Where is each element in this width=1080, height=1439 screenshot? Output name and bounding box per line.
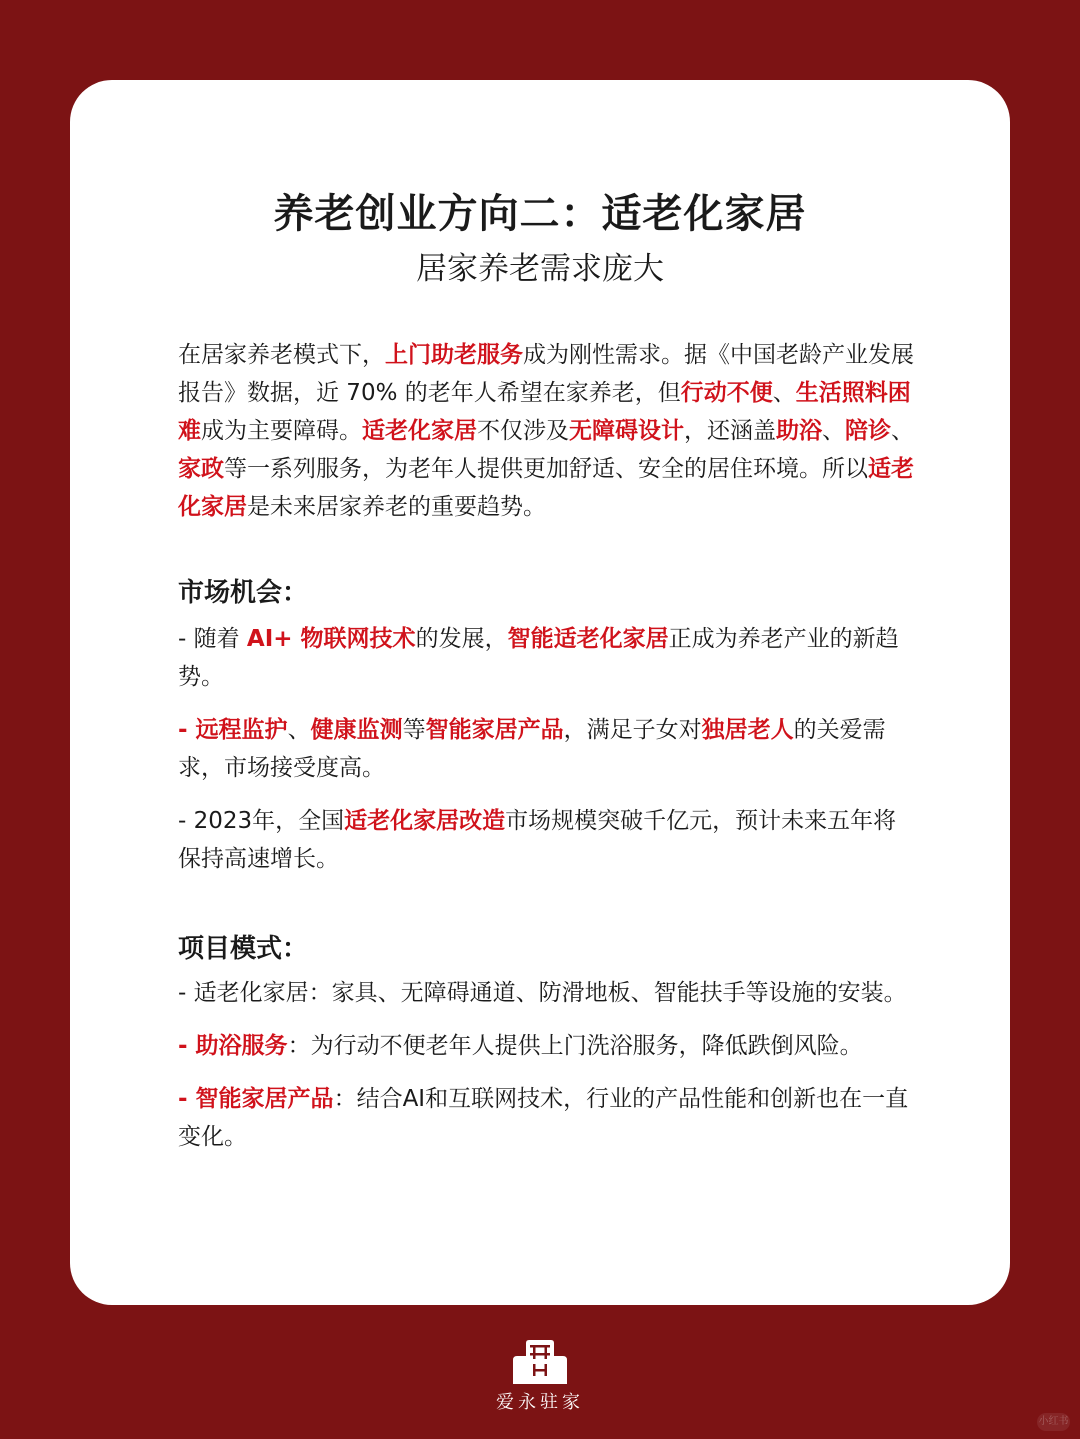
article-body: [178, 336, 918, 1171]
market-bullet: [178, 802, 918, 878]
body-text: - 2023年，全国: [178, 808, 345, 834]
body-text: 、: [287, 717, 311, 743]
body-text: 等一系列服务，为老年人提供更加舒适、安全的居住环境。所以: [224, 456, 868, 482]
highlight-text: 陪诊: [845, 418, 891, 444]
body-text: ：为行动不便老年人提供上门洗浴服务，降低跌倒风险。: [287, 1033, 863, 1059]
highlight-text: 适老化家居: [362, 418, 477, 444]
highlight-text: 适老化家居改造: [344, 808, 506, 834]
highlight-text: 助浴: [776, 418, 822, 444]
highlight-text: 家政: [178, 456, 224, 482]
market-bullet: [178, 620, 918, 696]
body-text: 成为刚性需求。据《中国老龄产业发展报告》数据，近 70% 的老年人希望在家养老，但: [178, 342, 914, 406]
body-text: - 随着: [178, 626, 247, 652]
body-text: 不仅涉及: [477, 418, 569, 444]
body-text: 、: [772, 380, 796, 406]
market-bullet: [178, 711, 918, 787]
body-text: 等: [402, 717, 426, 743]
body-text: 的发展，: [415, 626, 508, 652]
brand-name: 爱永驻家: [496, 1392, 584, 1413]
highlight-text: 智能适老化家居: [507, 626, 669, 652]
body-text: 、: [891, 418, 914, 444]
page-title: 养老创业方向二：适老化家居: [273, 191, 807, 237]
body-text: 正成为养老产业的新趋势。: [178, 626, 899, 690]
body-text: ，还涵盖: [684, 418, 776, 444]
page-subtitle: 居家养老需求庞大: [416, 251, 664, 287]
highlight-text: 上门助老服务: [385, 342, 523, 368]
model-bullet: [178, 1080, 918, 1156]
highlight-text: 无障碍设计: [569, 418, 684, 444]
body-text: ，满足子女对: [563, 717, 702, 743]
watermark: 小红书: [1037, 1413, 1070, 1431]
highlight-text: - 远程监护: [178, 717, 288, 743]
highlight-text: 行动不便: [680, 380, 773, 406]
intro-paragraph: [178, 336, 918, 526]
highlight-text: AI+ 物联网技术: [246, 626, 416, 652]
highlight-text: - 助浴服务: [178, 1033, 288, 1059]
body-text: 、: [822, 418, 845, 444]
body-text: 的关爱需求，市场接受度高。: [178, 717, 886, 781]
highlight-text: 健康监测: [310, 717, 403, 743]
highlight-text: 智能家居产品: [425, 717, 564, 743]
body-text: 成为主要障碍。: [201, 418, 362, 444]
body-text: - 适老化家居：家具、无障碍通道、防滑地板、智能扶手等设施的安装。: [178, 980, 907, 1006]
model-heading: 项目模式：: [178, 934, 309, 964]
model-bullet: [178, 1027, 918, 1065]
highlight-text: - 智能家居产品: [178, 1086, 334, 1112]
highlight-text: 独居老人: [701, 717, 794, 743]
body-text: 市场规模突破千亿元，预计未来五年将保持高速增长。: [178, 808, 897, 872]
highlight-text: 生活照料困难: [178, 380, 911, 444]
body-text: 在居家养老模式下，: [178, 342, 385, 368]
brand-logo-icon: [513, 1340, 567, 1384]
model-bullet: [178, 974, 918, 1012]
body-text: ：结合AI和互联网技术，行业的产品性能和创新也在一直变化。: [178, 1086, 909, 1150]
market-heading: 市场机会：: [178, 578, 309, 608]
body-text: 是未来居家养老的重要趋势。: [247, 494, 546, 520]
highlight-text: 适老化家居: [178, 456, 914, 520]
